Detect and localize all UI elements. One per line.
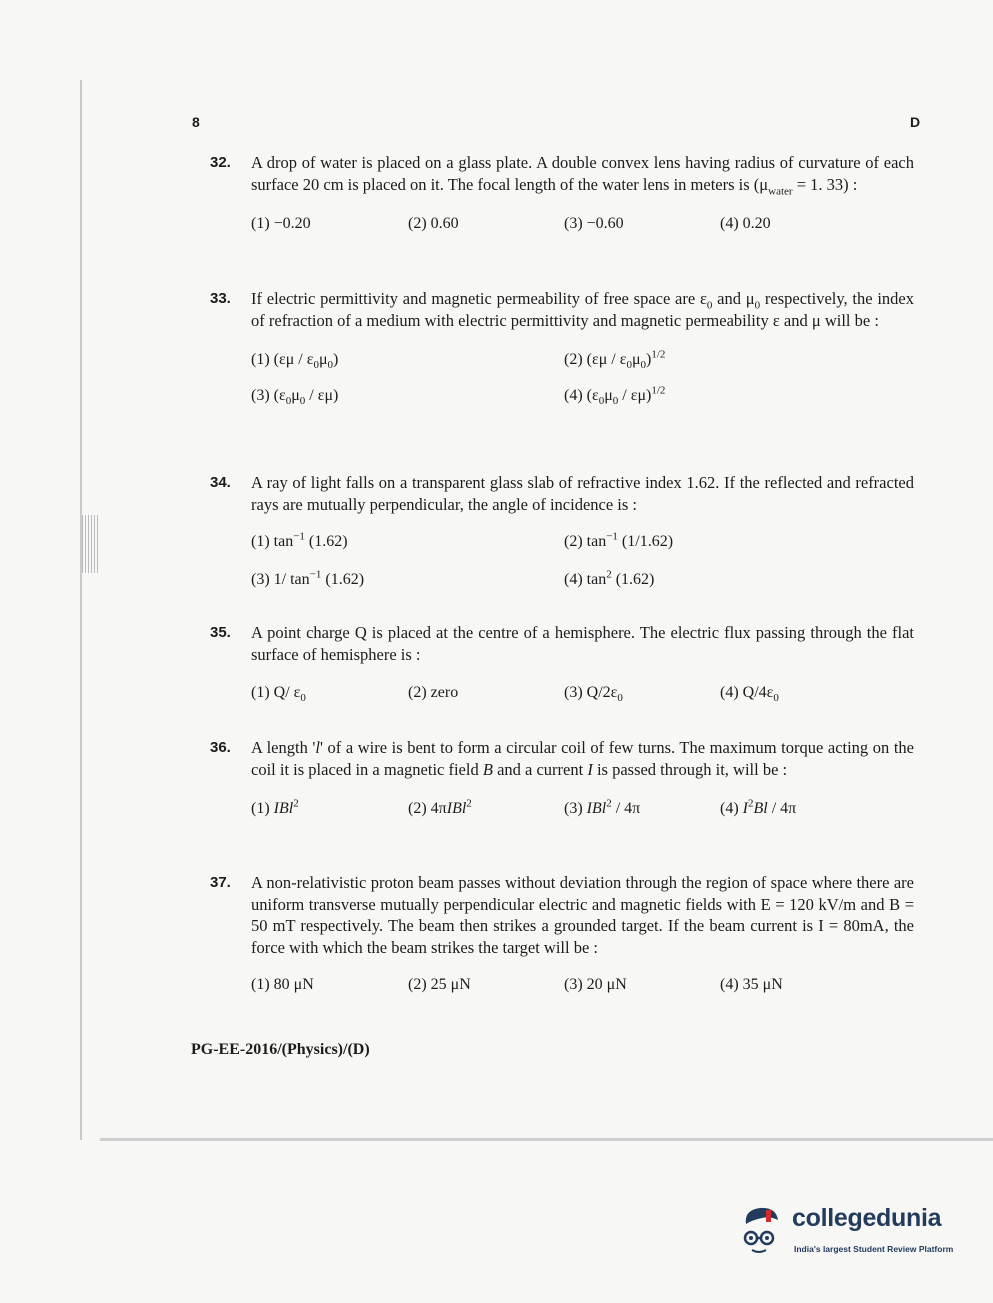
option-1[interactable]: (1) −0.20: [251, 215, 311, 232]
question-stem: A ray of light falls on a transparent glass slab of refractive index 1.62. If the reflected and refracted rays are mutually perpendicular, the angle of incidence is :: [251, 473, 914, 514]
question-34: [210, 472, 914, 591]
options-row: [251, 974, 914, 996]
options-row: [251, 682, 914, 704]
option-3[interactable]: (3) $Q/2\varepsilon_0$: [564, 684, 623, 705]
set-code: D: [910, 114, 921, 130]
page-number: 8: [192, 114, 200, 130]
option-2[interactable]: (2) 4πIBl$^2$: [408, 797, 472, 817]
logo-wordmark: collegedunia: [792, 1204, 942, 1232]
option-3[interactable]: (3) −0.60: [564, 215, 624, 232]
option-4[interactable]: (4) $Q/4\varepsilon_0$: [720, 684, 779, 705]
question-number: 35.: [210, 624, 231, 641]
option-4[interactable]: (4) 35 μN: [720, 976, 783, 993]
option-1[interactable]: (1) IBl$^2$: [251, 797, 299, 817]
options-row: [251, 569, 914, 591]
option-1[interactable]: (1) $(\varepsilon\mu / \varepsilon_0\mu_0)$: [251, 351, 339, 372]
options-row: [251, 798, 914, 820]
option-3[interactable]: (3) IBl$^2$ / 4π: [564, 797, 641, 817]
question-number: 37.: [210, 874, 231, 891]
question-33: [210, 288, 914, 407]
question-stem: A point charge Q is placed at the centre of a hemisphere. The electric flux passing through the flat surface of hemisphere is :: [251, 623, 914, 664]
question-number: 34.: [210, 474, 231, 491]
option-2[interactable]: (2) 0.60: [408, 215, 459, 232]
options-row: [251, 349, 914, 371]
paper-code-footer: PG-EE-2016/(Physics)/(D): [191, 1041, 370, 1058]
question-number: 32.: [210, 154, 231, 171]
option-1[interactable]: (1) $\tan^{-1} (1.62)$: [251, 530, 348, 550]
question-35: [210, 622, 914, 704]
question-37: [210, 872, 914, 996]
option-2[interactable]: (2) 25 μN: [408, 976, 471, 993]
options-row: [251, 385, 914, 407]
option-2[interactable]: (2) zero: [408, 684, 459, 701]
question-stem: If electric permittivity and magnetic permeability of free space are $\varepsilon_0$ and $\mu_0$ respectively, the index of refraction of a medium with electric permittivity and magnetic permeability ε and μ will be :: [251, 289, 915, 330]
question-stem: A non-relativistic proton beam passes without deviation through the region of space where there are uniform transverse mutually perpendicular electric and magnetic fields with E = 120 kV/m and B = 50 mT respectively. The beam then strikes a grounded target. If the beam current is I = 80mA, the force with which the beam strikes the target will be :: [251, 873, 914, 957]
option-1[interactable]: (1) Q/ $\varepsilon_0$: [251, 684, 306, 705]
collegedunia-logo[interactable]: [740, 1202, 960, 1258]
question-36: [210, 737, 914, 820]
option-1[interactable]: (1) 80 μN: [251, 976, 314, 993]
options-row: [251, 213, 914, 235]
options-row: [251, 531, 914, 553]
option-3[interactable]: (3) 1/ $\tan^{-1} (1.62)$: [251, 568, 365, 588]
question-number: 36.: [210, 739, 231, 756]
question-32: [210, 152, 914, 235]
option-3[interactable]: (3) 20 μN: [564, 976, 627, 993]
option-2[interactable]: (2) $(\varepsilon\mu / \varepsilon_0\mu_0)^{1/2}$: [564, 348, 666, 372]
question-number: 33.: [210, 290, 231, 307]
option-4[interactable]: (4) $I^2Bl / 4\pi$: [720, 797, 797, 817]
option-4[interactable]: (4) $(\varepsilon_0\mu_0 / \varepsilon\mu)^{1/2}$: [564, 384, 666, 408]
option-2[interactable]: (2) $\tan^{-1} (1/1.62)$: [564, 530, 674, 550]
option-4[interactable]: (4) $\tan^2 (1.62)$: [564, 568, 655, 588]
option-3[interactable]: (3) $(\varepsilon_0\mu_0 / \varepsilon\mu)$: [251, 387, 339, 408]
binder-marks: [82, 515, 98, 573]
graduate-mascot-icon: [740, 1204, 786, 1256]
option-4[interactable]: (4) 0.20: [720, 215, 771, 232]
question-stem: A drop of water is placed on a glass plate. A double convex lens having radius of curvature of each surface 20 cm is placed on it. The focal length of the water lens in meters is ($\mu_{water} = 1$. 33) :: [251, 153, 914, 197]
scan-left-edge: [80, 80, 82, 1140]
logo-tagline: India's largest Student Review Platform: [794, 1244, 954, 1254]
scan-bottom-edge: [100, 1138, 993, 1141]
question-stem: A length 'l' of a wire is bent to form a circular coil of few turns. The maximum torque acting on the coil it is placed in a magnetic field B and a current I is passed through it, will be :: [251, 738, 914, 779]
